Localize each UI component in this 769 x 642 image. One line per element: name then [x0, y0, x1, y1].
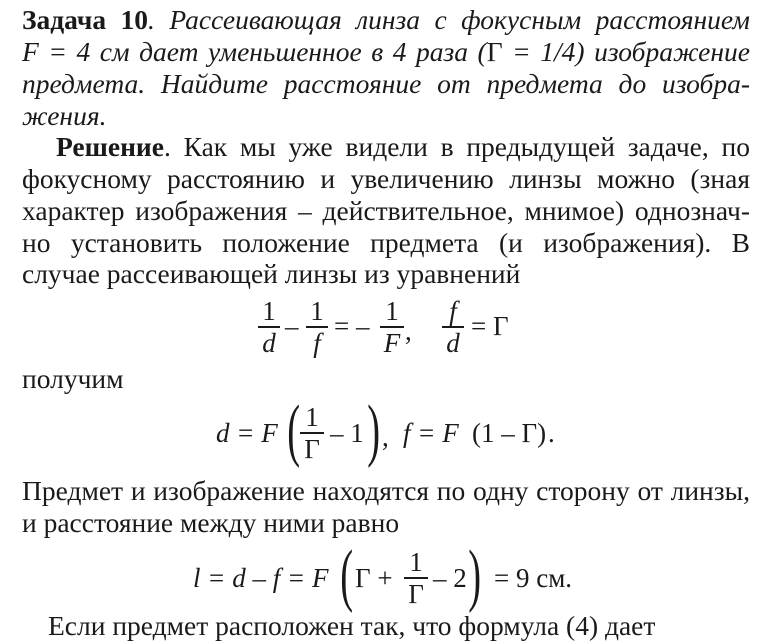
eq1-frac-4: f d: [442, 296, 464, 358]
eq3-lhs: l = d – f = F: [193, 563, 329, 593]
eq2-comma: ,: [382, 422, 389, 452]
eq2-minus-one: – 1: [330, 418, 364, 448]
cut-line: Если предмет расположен так, что формула (4) дает: [48, 610, 656, 641]
eq3-gamma-plus: Γ +: [355, 563, 393, 593]
poluchim: получим: [22, 363, 124, 394]
problem-label: Задача 10: [22, 4, 149, 35]
eq1-frac-3: 1 F: [380, 296, 404, 358]
cut-line-container: [0, 610, 769, 641]
eq3-result: = 9 см.: [494, 563, 573, 593]
eq2-dot: .: [548, 418, 555, 448]
eq2-right-paren: ): [367, 392, 381, 469]
solution-label: Решение: [56, 131, 164, 162]
solution-line-4: но установить положение предмета (и изображения). В: [22, 227, 750, 258]
eq1-eq-gamma: = Γ: [471, 311, 509, 341]
eq3-right-paren: ): [468, 537, 482, 614]
eq3-minus-two: – 2: [433, 563, 467, 593]
problem-line-4: жения.: [22, 100, 107, 131]
solution-line-3: характер изображения – действительное, мнимое) однознач-: [22, 195, 750, 226]
eq3-frac: 1 Γ: [404, 547, 428, 609]
problem-text-2b: = 1/4) изображение: [502, 36, 750, 67]
eq2-paren-expr: (1 – Γ): [472, 418, 547, 448]
eq2-frac: 1 Γ: [300, 402, 324, 464]
eq2-lhs: d = F: [216, 418, 278, 448]
problem-line-3: предмета. Найдите расстояние от предмета до изобра-: [22, 68, 750, 99]
solution-text-1: . Как мы уже видели в предыдущей задаче, по: [163, 131, 750, 162]
eq2-f-eq: f = F: [403, 418, 459, 448]
solution-line-5: случае рассеивающей линзы из уравнений: [22, 258, 521, 289]
eq1-comma: ,: [405, 316, 412, 346]
eq1-frac-2: 1 f: [306, 296, 328, 358]
solution-line-7: и расстояние между ними равно: [22, 507, 400, 538]
var-gamma: Γ: [486, 36, 503, 67]
solution-line-6: Предмет и изображение находятся по одну сторону от линзы,: [22, 475, 750, 506]
eq3-left-paren: (: [340, 537, 354, 614]
eq2-left-paren: (: [287, 392, 301, 469]
problem-text-1: . Рассеивающая линза с фокусным расстоянием: [148, 4, 750, 35]
eq1-frac-1: 1 d: [258, 296, 280, 358]
eq1-minus: –: [285, 311, 299, 341]
solution-line-1: [56, 131, 750, 163]
problem-line-1: [22, 4, 750, 36]
solution-line-2: фокусному расстоянию и увеличению линзы можно (зная: [22, 163, 750, 194]
problem-text-2a: = 4 см дает уменьшенное в 4 раза (: [38, 36, 487, 67]
eq1-eq-minus: = –: [334, 311, 370, 341]
var-F: F: [22, 36, 39, 67]
problem-line-2: [22, 36, 750, 68]
